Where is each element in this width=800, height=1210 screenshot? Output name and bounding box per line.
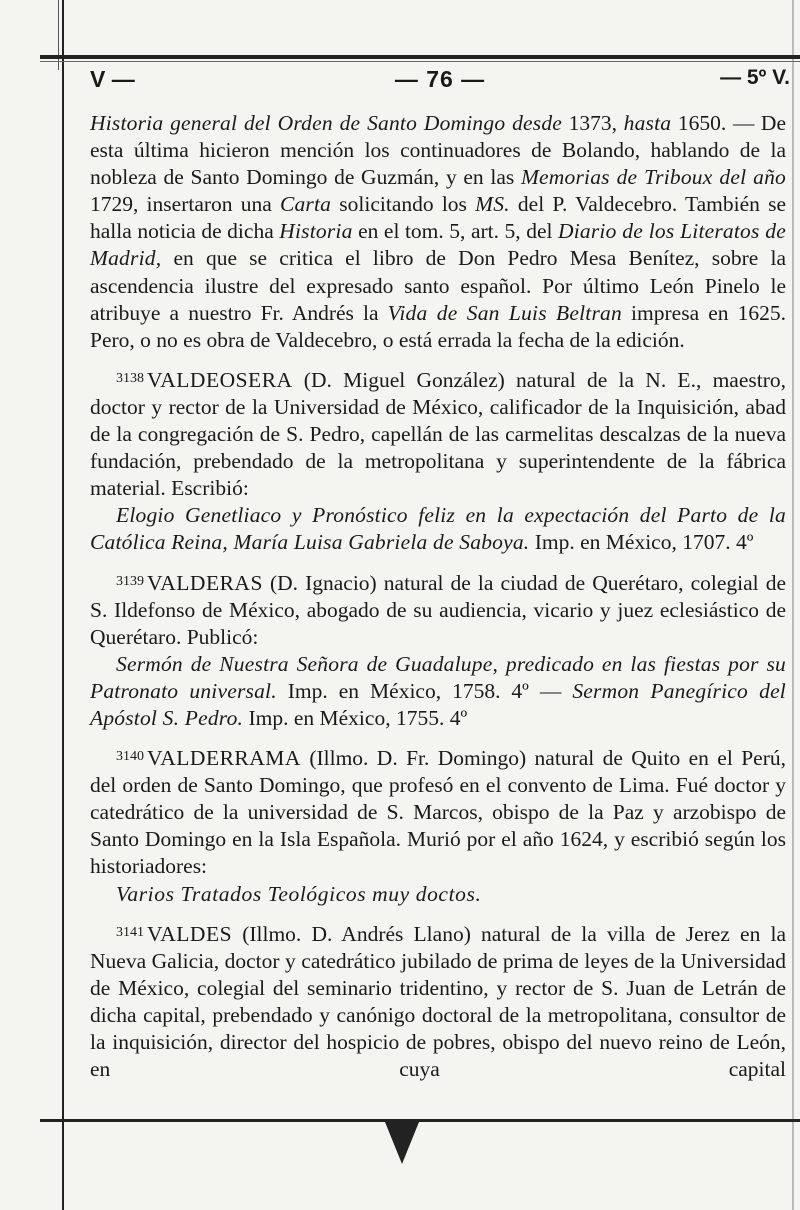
title-fragment: hasta <box>623 111 672 135</box>
text-fragment: del P. Valdecebro. También se halla noticia de dicha <box>90 192 786 244</box>
left-border-rule <box>62 0 64 1210</box>
header-left: V — <box>90 66 135 92</box>
title-fragment: Historia <box>279 219 353 244</box>
page-number: — 76 — <box>394 66 486 92</box>
bottom-ornament <box>385 1122 419 1164</box>
text-fragment: 1729, insertaron una <box>90 192 280 217</box>
title-fragment: Historia general del Orden de Santo Domingo desde <box>90 111 563 135</box>
running-head <box>90 66 790 102</box>
title-fragment: MS. <box>475 192 510 217</box>
top-rule <box>40 55 800 59</box>
entry-number: 3139 <box>116 573 144 589</box>
entry-works <box>90 651 786 732</box>
work-title: Sermón de Nuestra Señora de Guadalupe, predicado en las fiestas por su Patronato universal. <box>90 651 786 703</box>
bottom-rule <box>40 1119 800 1122</box>
text-fragment: impresa en 1625. Pero, o no es obra de Valdecebro, o está errada la fecha de la edición. <box>90 300 786 352</box>
right-border-rule <box>792 0 794 1210</box>
page-body <box>90 110 786 1083</box>
work-imprint: Imp. en México, 1707. 4º <box>529 530 754 555</box>
entry-name: VALDES <box>147 921 233 946</box>
title-fragment: Memorias de Triboux del año <box>520 165 786 190</box>
work-imprint: Imp. en México, 1758. 4º — <box>276 678 573 703</box>
title-fragment: Diario de los Literatos de Madrid, <box>90 219 786 271</box>
entry-bio: (D. Miguel González) natural de la N. E., maestro, doctor y rector de la Universidad de México, calificador de la Inquisición, abad de la congregación de S. Pedro, capellán de las carmelitas descalzas de la nueva fundación, prebendado de la metropolitana y superintendente de la fábrica material. Escribió: <box>90 367 786 501</box>
entry-bio: (D. Ignacio) natural de la ciudad de Querétaro, colegial de S. Ildefonso de México, abogado de su audiencia, vicario y juez eclesiástico de Querétaro. Publicó: <box>90 570 786 649</box>
entry-number: 3141 <box>116 924 144 940</box>
entry-works <box>90 502 786 556</box>
entry-name: VALDEOSERA <box>147 367 293 392</box>
header-right: — 5º V. <box>720 66 790 89</box>
entry-name: VALDERRAMA <box>147 746 301 771</box>
entry-works <box>90 881 786 908</box>
entry-3138 <box>90 365 786 502</box>
work-title: Elogio Genetliaco y Pronóstico feliz en la expectación del Parto de la Católica Reina, María Luisa Gabriela de Saboya. <box>90 503 786 555</box>
text-fragment: solicitando los <box>331 192 476 217</box>
entry-bio: (Illmo. D. Andrés Llano) natural de la villa de Jerez en la Nueva Galicia, doctor y catedrático jubilado de prima de leyes de la Universidad de México, colegial del seminario tridentino, y rector de S. Juan de Letrán de dicha capital, prebendado y canónigo doctoral de la metropolitana, consultor de la inquisición, director del hospicio de pobres, obispo del nuevo reino de León, en cuya capital <box>90 921 786 1082</box>
entry-3141 <box>90 919 786 1084</box>
page-edge-line <box>58 0 59 70</box>
entry-3140 <box>90 743 786 880</box>
work-title: Varios Tratados Teológicos muy doctos. <box>116 881 482 906</box>
title-fragment: Carta <box>279 192 332 217</box>
entry-number: 3140 <box>116 749 144 765</box>
text-fragment: 1373, <box>562 111 624 135</box>
work-title: Sermon Panegírico del Apóstol S. Pedro. <box>90 678 786 730</box>
text-fragment: 1650. — De esta última hicieron mención los continuadores de Bolando, hablando de la nobleza de Santo Domingo de Guzmán, y en las <box>90 111 786 190</box>
entry-name: VALDERAS <box>147 570 263 595</box>
top-rule-thin <box>40 61 800 62</box>
title-fragment: Vida de San Luis Beltran <box>387 300 622 325</box>
entry-number: 3138 <box>116 370 144 386</box>
text-fragment: en el tom. 5, art. 5, del <box>352 219 558 244</box>
entry-3139 <box>90 568 786 651</box>
entry-bio: (Illmo. D. Fr. Domingo) natural de Quito en el Perú, del orden de Santo Domingo, que profesó en el convento de Lima. Fué doctor y catedrático de la universidad de S. Marcos, obispo de la Paz y arzobispo de Santo Domingo en la Isla Española. Murió por el año 1624, y escribió según los historiadores: <box>90 746 786 879</box>
intro-paragraph <box>90 110 786 354</box>
text-fragment: en que se critica el libro de Don Pedro Mesa Benítez, sobre la ascendencia ilustre del expresado santo español. Por último León Pinelo le atribuye a nuestro Fr. Andrés la <box>90 246 786 325</box>
work-imprint: Imp. en México, 1755. 4º <box>243 705 468 730</box>
